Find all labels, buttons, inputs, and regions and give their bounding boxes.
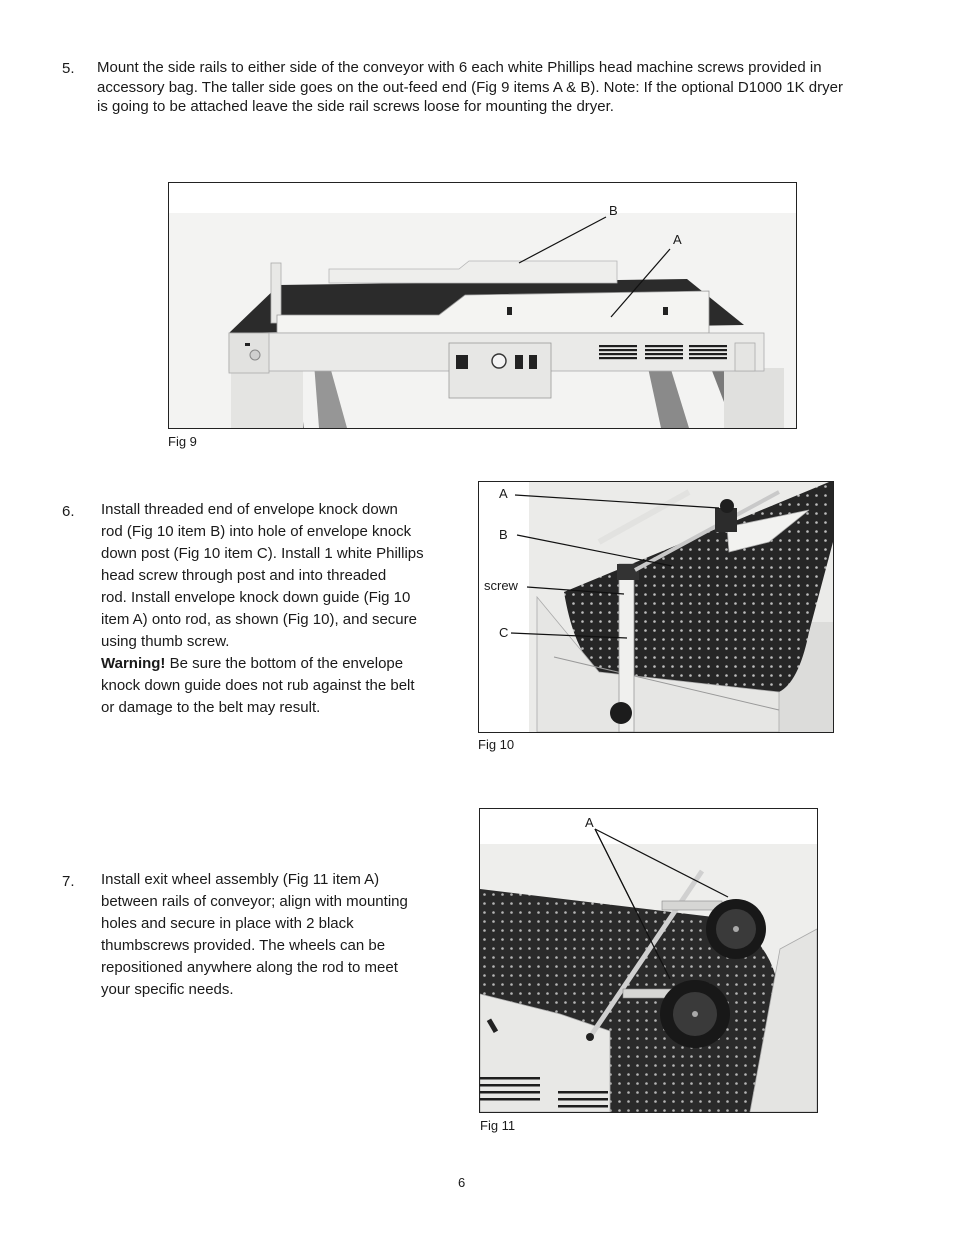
page-number: 6 [458,1175,466,1190]
fig-9-label-a: A [673,232,682,247]
step-6-number: 6. [62,503,75,520]
step-5-line: is going to be attached leave the side rail screws loose for mounting the dryer. [97,98,614,115]
fig-9-photo [168,182,797,429]
fig-10-label-b: B [499,527,508,542]
step-7-line: repositioned anywhere along the rod to meet [101,959,398,976]
step-5-line: Mount the side rails to either side of the conveyor with 6 each white Phillips head machine screws provided in [97,59,822,76]
fig-10-label-c: C [499,625,509,640]
step-7-line: Install exit wheel assembly (Fig 11 item A) [101,871,380,888]
warning-line: knock down guide does not rub against the belt [101,677,415,694]
step-7-text [101,869,446,1001]
step-6-line: rod (Fig 10 item B) into hole of envelope knock [101,523,412,540]
step-7-line: between rails of conveyor; align with mounting [101,893,408,910]
fig-10-photo [478,481,834,733]
fig-11-label-a: A [585,815,594,830]
step-6-line: head screw through post and into threaded [101,567,387,584]
step-6-line: Install threaded end of envelope knock down [101,501,398,518]
fig-11-photo [479,808,818,1113]
step-7-line: your specific needs. [101,981,234,998]
fig-10-caption: Fig 10 [478,737,515,752]
fig-11-caption: Fig 11 [480,1118,516,1133]
fig-10-label-a: A [499,486,508,501]
warning-line: or damage to the belt may result. [101,699,321,716]
step-7-number: 7. [62,873,75,890]
step-5-line: accessory bag. The taller side goes on the out-feed end (Fig 9 items A & B). Note: If the optional D1000 1K dryer [97,78,843,96]
step-6-line: item A) onto rod, as shown (Fig 10), and secure [101,611,417,628]
warning-line [101,653,446,675]
warning-text: Be sure the bottom of the envelope [165,655,404,672]
warning-label: Warning! [101,655,166,672]
fig-10-label-screw: screw [484,578,518,593]
step-7-line: thumbscrews provided. The wheels can be [101,937,386,954]
fig-9-label-b: B [609,203,618,218]
step-6-line: using thumb screw. [101,633,230,650]
step-6-line: rod. Install envelope knock down guide (Fig 10 [101,589,411,606]
step-6-text [101,499,446,719]
step-5-number: 5. [62,60,75,77]
step-7-line: holes and secure in place with 2 black [101,915,354,932]
fig-9-caption: Fig 9 [168,434,197,449]
step-5-text [97,58,897,117]
step-6-line: down post (Fig 10 item C). Install 1 white Phillips [101,545,424,562]
